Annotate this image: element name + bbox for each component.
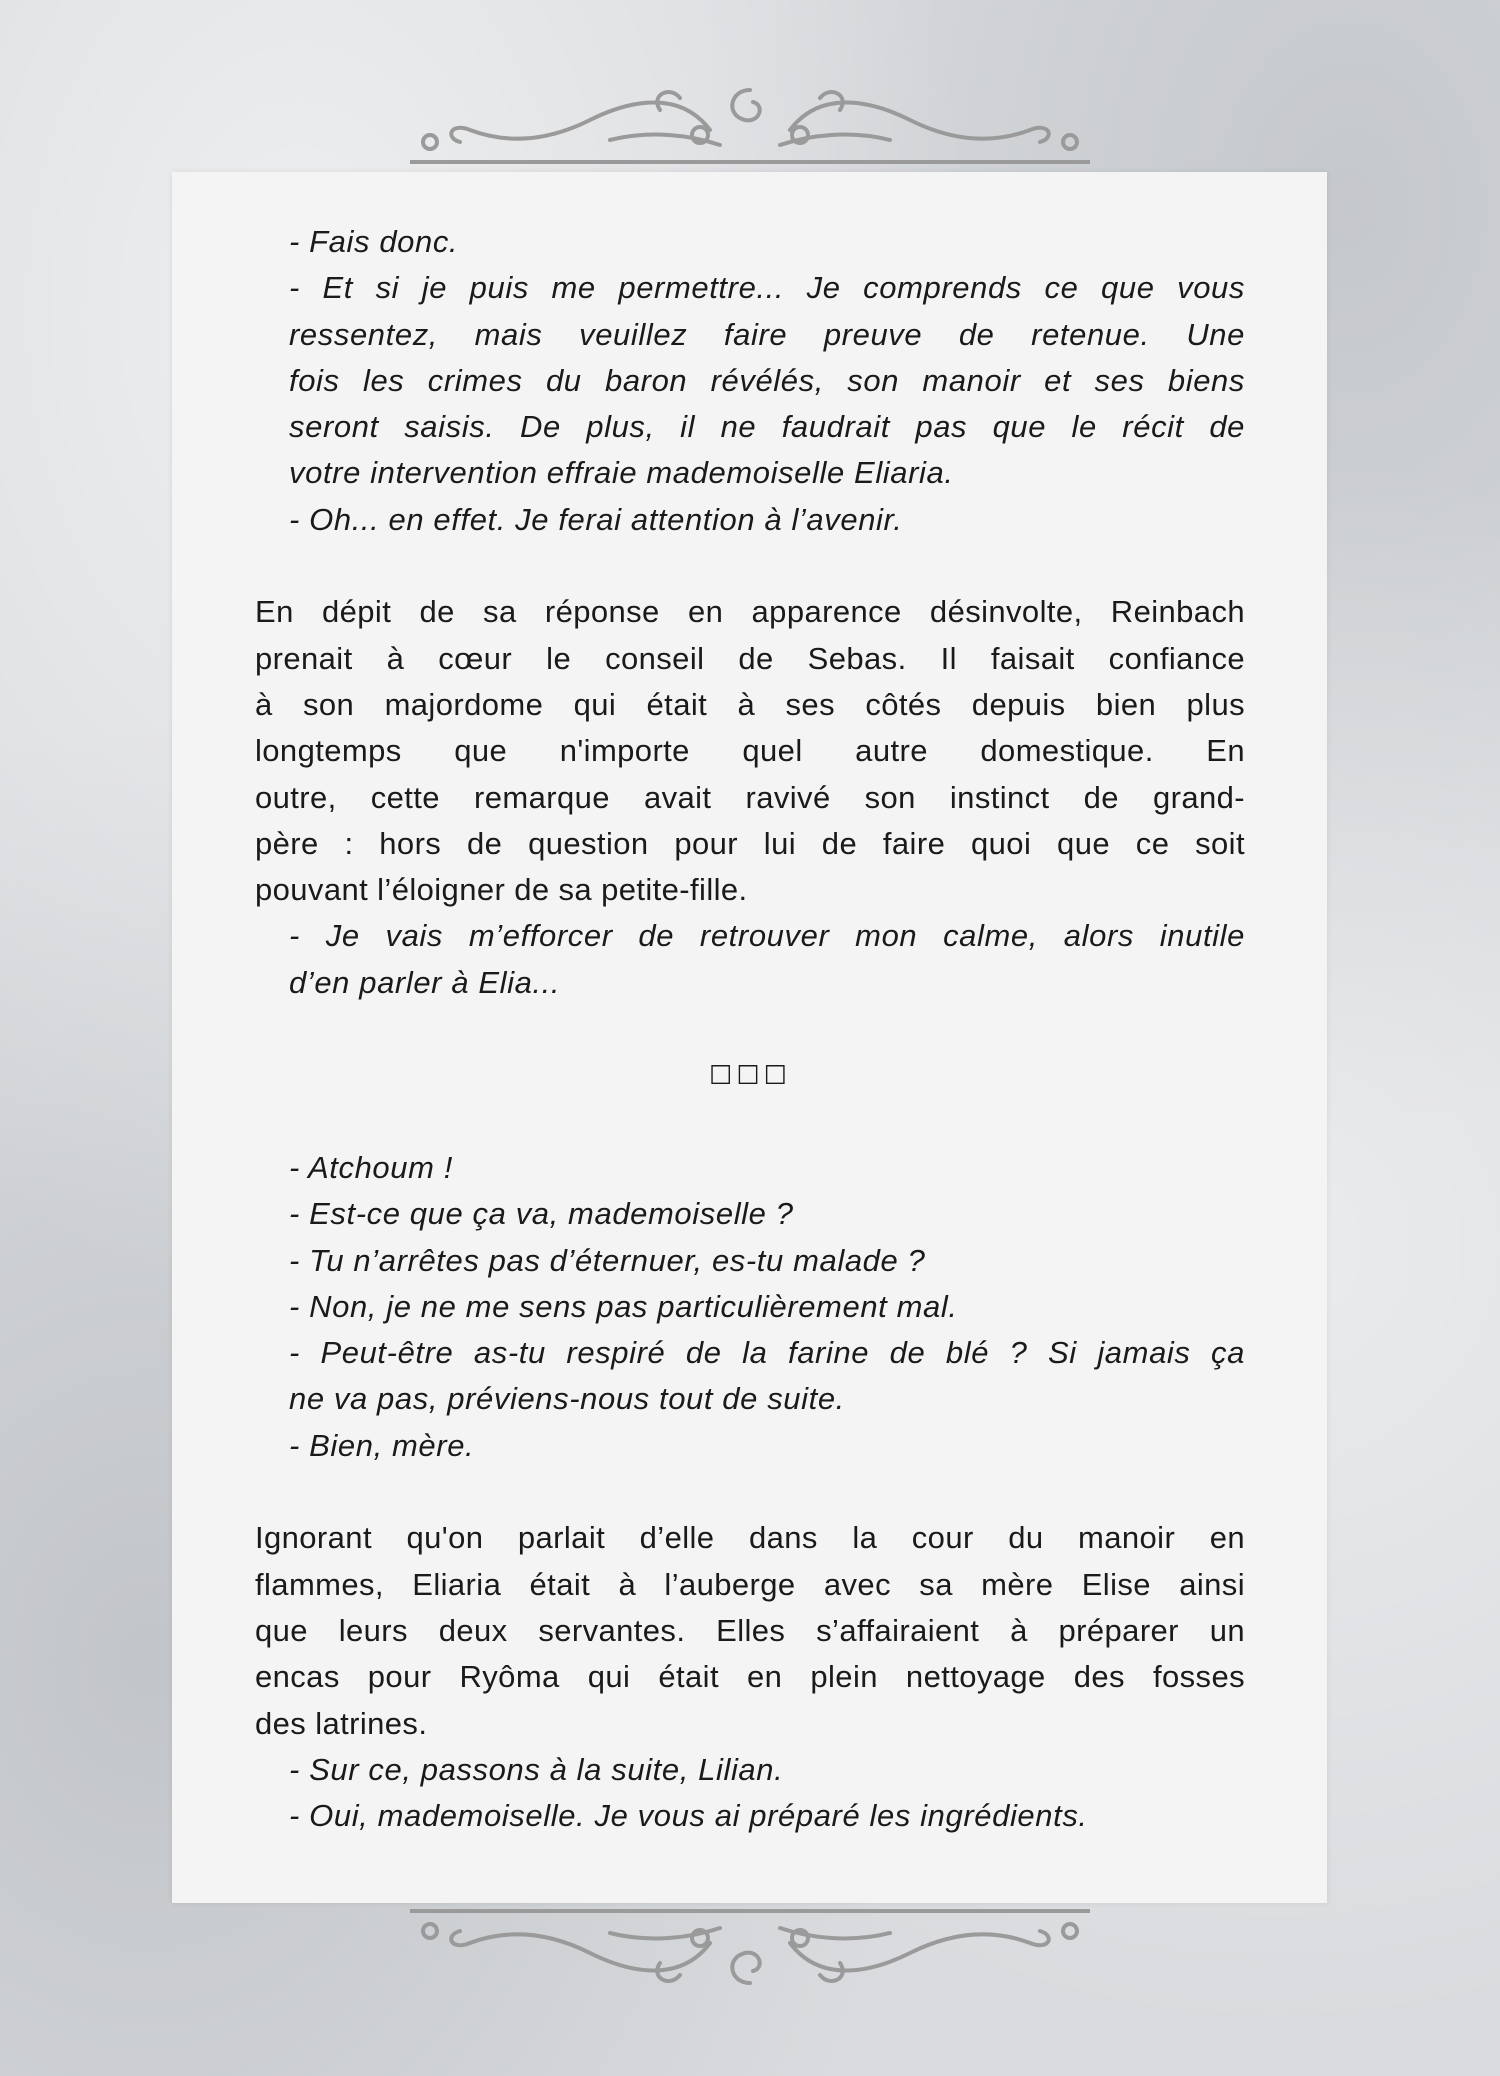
narrative-block [255,589,1245,913]
dialogue-line: - Oui, mademoiselle. Je vous ai préparé les ingrédients. [289,1798,1088,1834]
page-text [255,219,1245,1839]
dialogue-line: - Bien, mère. [289,1427,475,1463]
dialogue-line: ne va pas, préviens-nous tout de suite. [289,1381,845,1417]
bottom-ornament [410,1903,1090,2003]
dialogue-line: - Peut-être as-tu respiré de la farine de blé ? Si jamais ça [289,1335,1245,1371]
dialogue-line: - Atchoum ! [289,1149,453,1185]
dialogue-block [255,1747,1245,1840]
narrative-line: prenait à cœur le conseil de Sebas. Il faisait confiance [255,640,1245,676]
blank-line [255,1469,1245,1515]
narrative-line: outre, cette remarque avait ravivé son instinct de grand- [255,779,1245,815]
dialogue-line: seront saisis. De plus, il ne faudrait pas que le récit de [289,409,1245,445]
spacer [255,1006,1245,1052]
dialogue-line: - Non, je ne me sens pas particulièrement mal. [289,1288,958,1324]
blank-line [255,1099,1245,1145]
dialogue-line: - Sur ce, passons à la suite, Lilian. [289,1751,784,1787]
separator-glyphs: ☐☐☐ [709,1060,791,1091]
dialogue-line: votre intervention effraie mademoiselle Eliaria. [289,455,954,491]
dialogue-line: - Et si je puis me permettre... Je comprends ce que vous [289,270,1245,306]
narrative-line: pouvant l’éloigner de sa petite-fille. [255,872,748,908]
blank-line [255,1006,1245,1052]
dialogue-block [255,1145,1245,1469]
dialogue-block [255,219,1245,543]
narrative-line: longtemps que n'importe quel autre domestique. En [255,733,1245,769]
top-ornament [410,70,1090,170]
narrative-line: des latrines. [255,1705,428,1741]
narrative-line: flammes, Eliaria était à l’auberge avec sa mère Elise ainsi [255,1566,1245,1602]
narrative-line: encas pour Ryôma qui était en plein nettoyage des fosses [255,1659,1245,1695]
spacer [255,1099,1245,1145]
dialogue-line: - Tu n’arrêtes pas d’éternuer, es-tu malade ? [289,1242,926,1278]
scene-separator [255,1052,1245,1098]
dialogue-line: - Fais donc. [289,224,459,259]
dialogue-block [255,913,1245,1006]
spacer [255,543,1245,589]
narrative-line: père : hors de question pour lui de faire quoi que ce soit [255,825,1245,861]
narrative-line: Ignorant qu'on parlait d’elle dans la cour du manoir en [255,1520,1245,1556]
dialogue-line: fois les crimes du baron révélés, son manoir et ses biens [289,362,1245,398]
narrative-line: à son majordome qui était à ses côtés depuis bien plus [255,686,1245,722]
blank-line [255,543,1245,589]
narrative-block [255,1515,1245,1746]
dialogue-line: - Oh... en effet. Je ferai attention à l’avenir. [289,501,903,537]
spacer [255,1469,1245,1515]
narrative-line: En dépit de sa réponse en apparence désinvolte, Reinbach [255,594,1245,630]
narrative-line: que leurs deux servantes. Elles s’affairaient à préparer un [255,1612,1245,1648]
dialogue-line: d’en parler à Elia... [289,964,561,1000]
dialogue-line: ressentez, mais veuillez faire preuve de retenue. Une [289,316,1245,352]
dialogue-line: - Je vais m’efforcer de retrouver mon calme, alors inutile [289,918,1245,954]
dialogue-line: - Est-ce que ça va, mademoiselle ? [289,1196,794,1232]
